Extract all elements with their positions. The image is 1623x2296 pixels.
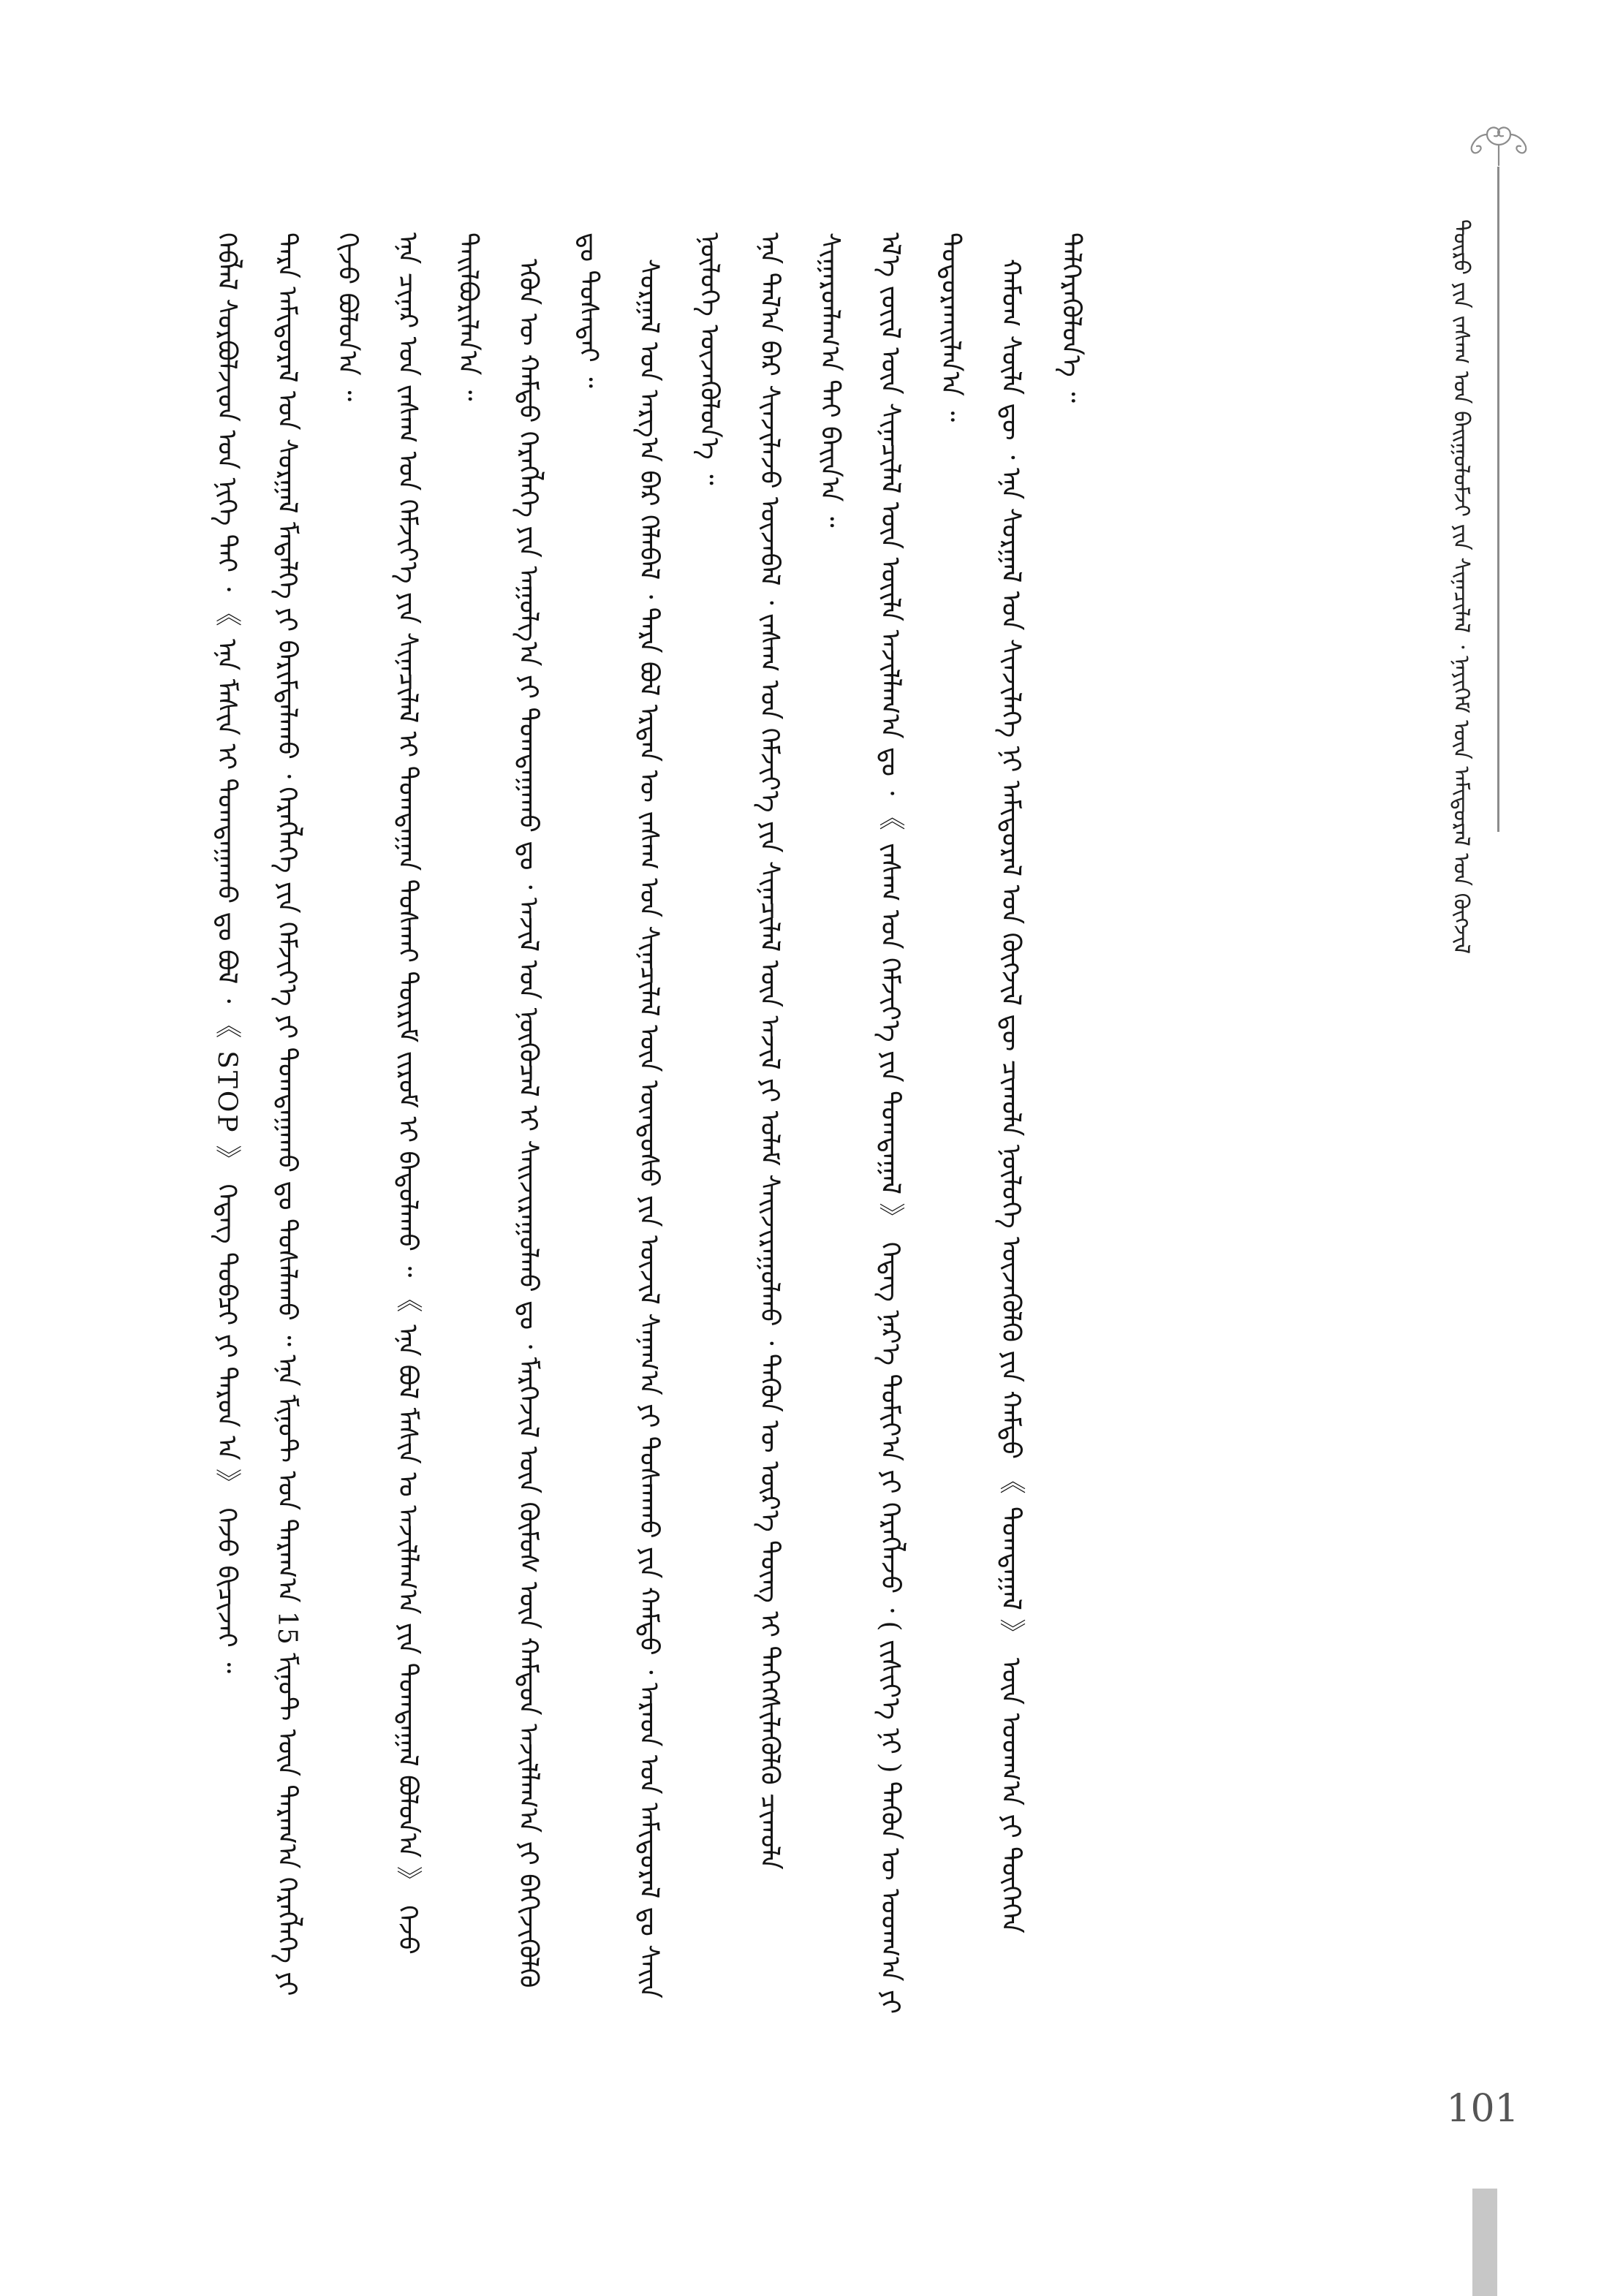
page-number: 101: [1446, 2087, 1519, 2131]
body-text: [196, 232, 1402, 2016]
edge-tab: [1472, 2189, 1497, 2296]
ornament-icon: [1465, 123, 1532, 167]
paragraph: ᠡᠨᠡ ᠴᠢᠨᠠᠷ ᠤᠨ ᠵᠠᠰᠠᠭ ᠤᠨ ᠬᠡᠮᠵᠢᠶ᠎ᠡ ᠶᠢᠨ ᠰᠢᠨᠡᠴᠢᠯᠡᠯ ᠢ ᠲᠣᠭᠲᠠᠭᠠᠨ ᠲᠤᠰᠬᠠᠢ ᠳᠦᠷᠢᠮ ᠵᠢᠷᠤᠮ ᠢ ᠪᠠᠳᠤᠯᠠᠬᠤ ᠃ 《 ᠡᠨᠡ ᠪᠣᠯ ᠮᠠᠰᠢᠨ ᠤ ᠠᠵᠢᠯᠯᠠᠭ᠎ᠠ ᠶᠢᠨ ᠲᠣᠭᠲᠠᠭᠠᠯ ᠪᠣᠯᠤᠨ᠎ᠠ 》 ᠭᠡᠵᠦ ᠲᠠᠢᠯᠪᠤᠷᠢᠯᠠᠨ᠎ᠠ ᠃: [393, 232, 483, 1955]
running-header: ᠲᠦᠷᠦ ᠶᠢᠨ ᠵᠠᠰᠠᠭ ᠤᠨ ᠪᠠᠢᠭᠤᠯᠤᠮᠵᠢ ᠶᠢᠨ ᠰᠢᠨᠡᠴᠢᠯᠡᠯ ᠂ ᠨᠡᠶᠢᠭᠡᠮ ᠦᠨ ᠠᠮᠢᠳᠤᠷᠠᠯ ᠤᠨ ᠬᠥᠭᠵᠢᠯ: [1448, 219, 1474, 955]
header-rule: [1497, 167, 1499, 832]
paragraph: ᠲᠡᠷᠡ ᠠᠮᠢᠳᠤᠷᠠᠯ ᠤᠨ ᠰᠤᠷᠭᠠᠯ ᠮᠡᠳᠡᠯᠭᠡ ᠶᠢ ᠪᠠᠷᠢᠮᠲᠠᠯᠠᠬᠤ ᠂ ᠬᠡᠷᠡᠭᠯᠡᠭᠡ ᠶᠢᠨ ᠬᠡᠮᠵᠢᠶ᠎ᠡ ᠶᠢ ᠲᠣᠭᠲᠠᠭᠠᠬᠤ ᠳᠤ ᠲᠤᠰᠠᠯᠠᠬᠤ ᠃ ᠡᠨᠡ ᠮᠢᠨᠦᠲ ᠤᠨ ᠳᠠᠷᠠᠭ᠎ᠠ 15 ᠮᠢᠨᠦᠲ ᠦᠨ ᠳᠠᠷᠠᠭ᠎ᠠ ᠬᠡᠷᠡᠭᠯᠡᠭᠡ ᠶᠢ ᠬᠢᠵᠦ ᠪᠣᠯᠤᠨ᠎ᠠ ᠃: [272, 232, 363, 1996]
paragraph: ᠡᠨᠡ ᠲᠠᠯ᠎ᠠ ᠪᠠᠷ ᠰᠢᠨᠵᠢᠯᠡᠵᠦ ᠦᠵᠡᠪᠡᠯ ᠂ ᠵᠠᠰᠠᠭ ᠤᠨ ᠬᠡᠮᠵᠢᠶ᠎ᠡ ᠶᠢᠨ ᠰᠢᠨᠡᠴᠢᠯᠡᠯ ᠦᠨ ᠠᠵᠢᠯ ᠶᠢ ᠤᠯᠠᠮ ᠰᠠᠢᠵᠢᠷᠠᠭᠤᠯᠬᠤ ᠂ ᠲᠡᠭᠦᠨ ᠦ ᠦᠷ᠎ᠡ ᠳᠦᠩ ᠢ ᠳᠡᠭᠡᠭᠰᠢᠯᠡᠭᠦᠯᠬᠦ ᠴᠢᠬᠤᠯᠠ ᠰᠢᠭᠠᠷᠳᠯᠠᠭ᠎ᠠ ᠲᠠᠢ ᠪᠠᠢᠨ᠎ᠠ ᠃: [754, 232, 845, 1870]
paragraph: ᠬᠡᠪᠯᠡᠯ ᠰᠤᠷᠪᠤᠯᠵᠢᠳ ᠤᠨ ᠨᠢᠭᠡ ᠲᠡᠢ ᠂ 《 ᠡᠨᠡ ᠮᠠᠰᠢᠨ ᠢ ᠲᠣᠭᠲᠠᠭᠠᠬᠤ ᠳᠤ ᠪᠤᠯ ᠂ 《 STOP 》 ᠭᠡᠳᠡᠭ ᠲᠤᠪᠴᠢ ᠶᠢ ᠳᠠᠷᠤᠨ ᠠ 》 ᠭᠡᠵᠦ ᠪᠢᠴᠢᠵᠡᠢ ᠃: [211, 232, 242, 1674]
paragraph: ᠬᠠᠮᠤᠭ ᠰᠦᠯᠡ ᠳᠦ ᠂ ᠡᠨᠡ ᠰᠤᠷᠭᠠᠯ ᠤᠨ ᠰᠢᠨᠵᠢᠯᠡᠭᠡ ᠨᠢ ᠠᠮᠢᠳᠤᠷᠠᠯ ᠤᠨ ᠬᠥᠭᠵᠢᠯ ᠳᠦ ᠴᠢᠬᠤᠯᠠ ᠨᠥᠯᠦᠭᠡ ᠦᠵᠡᠭᠦᠯᠬᠦ ᠶᠢᠨ ᠬᠠᠮᠲᠤ 《 ᠲᠣᠭᠲᠠᠭᠠᠯ 》 ᠦᠨ ᠤᠳᠬ᠎ᠠ ᠶᠢ ᠲᠥᠭᠡᠭᠡᠨ ᠳᠡᠯᠭᠡᠷᠡᠭᠦᠯᠦᠨ᠎ᠡ ᠃: [996, 232, 1086, 1933]
paragraph: ᠡᠭᠦᠨ ᠦ ᠬᠠᠮᠲᠤ ᠬᠡᠷᠡᠭᠯᠡᠭᠡ ᠶᠢᠨ ᠠᠭᠤᠯᠭ᠎ᠠ ᠶᠢ ᠲᠣᠭᠲᠠᠭᠠᠬᠤ ᠳᠤ ᠂ ᠠᠵᠢᠯ ᠤᠨ ᠨᠥᠬᠦᠴᠡᠯ ᠢ ᠰᠠᠢᠵᠢᠷᠠᠭᠤᠯᠬᠤ ᠳᠤ ᠂ ᠮᠡᠷᠭᠡᠵᠢᠯ ᠦᠨ ᠬᠦᠮᠦᠰ ᠦᠨ ᠬᠠᠮᠲᠤᠨ ᠠᠵᠢᠯᠯᠠᠭ᠎ᠠ ᠶᠢ ᠪᠡᠬᠢᠵᠢᠭᠦᠯᠬᠦ ᠳᠤ ᠲᠤᠰᠠᠲᠠᠢ ᠃: [513, 232, 604, 1988]
paragraph: ᠰᠤᠷᠭᠠᠯ ᠤᠨ ᠠᠷᠭ᠎ᠠ ᠪᠠᠷ ᠬᠡᠯᠡᠪᠡᠯ ᠂ ᠲᠡᠷᠡ ᠪᠣᠯ ᠡᠷᠲᠡᠨ ᠦ ᠵᠠᠰᠠᠭ ᠤᠨ ᠰᠢᠨᠡᠴᠢᠯᠡᠯ ᠦᠨ ᠦᠨᠳᠦᠰᠦ ᠶᠢᠨ ᠦᠵᠢᠯ ᠰᠠᠨᠠᠭ᠎ᠠ ᠶᠢ ᠲᠤᠰᠬᠠᠬᠤ ᠶᠢᠨ ᠬᠠᠮᠲᠤ ᠂ ᠠᠷᠠᠳ ᠤᠨ ᠠᠮᠢᠳᠤᠷᠠᠯ ᠳᠤ ᠰᠠᠢᠨ ᠨᠥᠯᠦᠭᠡ ᠦᠵᠡᠭᠦᠯᠦᠨ᠎ᠡ ᠃: [634, 232, 725, 1998]
paragraph: ᠡᠯ᠎ᠡ ᠵᠦᠢᠯ ᠦᠨ ᠰᠢᠨᠡᠴᠢᠯᠡᠯ ᠦᠨ ᠦᠢᠯᠡ ᠠᠵᠢᠯᠯᠠᠭ᠎ᠠ ᠳᠤ ᠂ 《 ᠵᠠᠰᠠᠭ ᠤᠨ ᠬᠡᠮᠵᠢᠶ᠎ᠡ ᠶᠢᠨ ᠲᠣᠭᠲᠠᠭᠠᠯ 》 ᠭᠡᠳᠡᠭ ᠨᠡᠷ᠎ᠡ ᠲᠣᠮᠢᠶ᠎ᠠ ᠶᠢ ᠬᠡᠷᠡᠭᠯᠡᠵᠦ ᠂ ( ᠵᠢᠱᠢᠶ᠎ᠡ ᠨᠢ ) ᠲᠡᠭᠦᠨ ᠦ ᠤᠳᠬ᠎ᠠ ᠶᠢ ᠲᠣᠳᠣᠷᠬᠠᠢᠯᠠᠨ᠎ᠠ ᠃: [875, 232, 966, 2015]
